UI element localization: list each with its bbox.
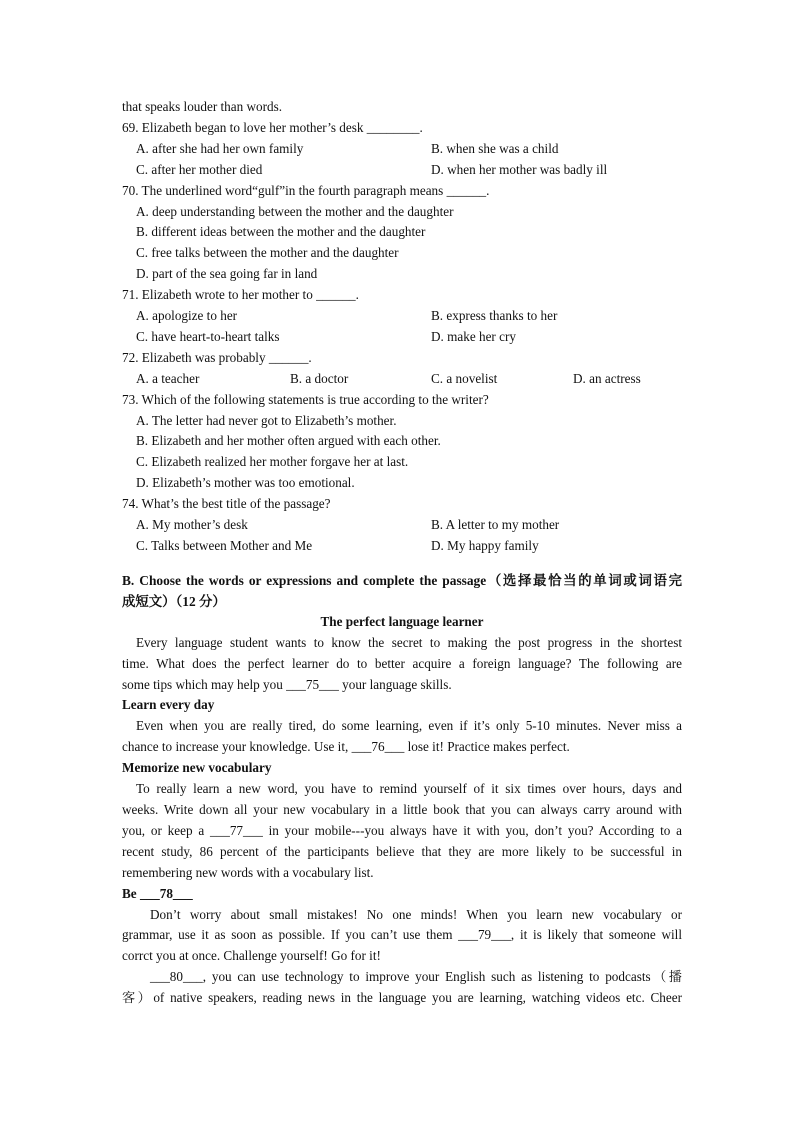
option-d: D. Elizabeth’s mother was too emotional. [136,475,355,491]
option-b: B. express thanks to her [431,308,558,324]
paragraph-line: 客）of native speakers, reading news in the language you are learning, watching videos etc. Cheer [122,990,682,1006]
option-c: C. Elizabeth realized her mother forgave her at last. [136,454,409,470]
option-c: C. after her mother died [136,161,263,177]
option-a: A. My mother’s desk [136,517,248,533]
paragraph-line: ___80___, you can use technology to improve your English such as listening to podcasts（播 [150,969,682,985]
question-69-options-row2 [122,160,682,181]
paragraph-2 [122,716,682,758]
paragraph-line: grammar, use it as soon as possible. If you can’t use them ___79___, it is likely that someone will [122,927,682,943]
option-b: B. when she was a child [431,140,559,156]
question-72-stem: 72. Elizabeth was probably ______. [122,349,312,365]
paragraph-4 [122,905,682,968]
option-a: A. deep understanding between the mother and the daughter [136,203,454,219]
paragraph-line: some tips which may help you ___75___ your language skills. [122,676,452,692]
section-b-heading-line2: 成短文）（12 分） [122,593,226,609]
paragraph-line: time. What does the perfect learner do to better acquire a foreign language? The following are [122,655,682,671]
option-a: A. apologize to her [136,308,238,324]
option-b: B. A letter to my mother [431,517,560,533]
option-d: D. make her cry [431,328,516,344]
section-b-heading-line1: B. Choose the words or expressions and complete the passage（选择最恰当的单词或词语完 [122,572,682,588]
question-69-options-row1 [122,139,682,160]
paragraph-5 [122,967,682,1009]
option-d: D. part of the sea going far in land [136,266,318,282]
paragraph-line: remembering new words with a vocabulary list. [122,864,374,880]
passage-title: The perfect language learner [320,613,484,629]
question-73-stem: 73. Which of the following statements is true according to the writer? [122,391,489,407]
paragraph-line: Don’t worry about small mistakes! No one minds! When you learn new vocabulary or [150,906,682,922]
subheading-learn-every-day: Learn every day [122,697,215,713]
option-c: C. free talks between the mother and the daughter [136,245,399,261]
paragraph-line: weeks. Write down all your new vocabulary in a little book that you can always carry around with [122,801,682,817]
paragraph-3 [122,779,682,884]
option-a: A. after she had her own family [136,140,304,156]
option-c: C. have heart-to-heart talks [136,328,280,344]
option-c: C. Talks between Mother and Me [136,537,313,553]
option-c: C. a novelist [431,370,498,386]
question-69-stem: 69. Elizabeth began to love her mother’s desk ________. [122,119,423,135]
question-74-stem: 74. What’s the best title of the passage? [122,496,331,512]
paragraph-line: Even when you are really tired, do some learning, even if it’s only 5-10 minutes. Never miss a [136,718,682,734]
question-71-options-row1 [122,306,682,327]
question-74-options-row1 [122,515,682,536]
document-content [122,97,682,1009]
paragraph-line: Every language student wants to know the secret to making the post progress in the shortest [136,634,682,650]
option-d: D. My happy family [431,537,539,553]
passage-tail: that speaks louder than words. [122,99,283,114]
option-b: B. a doctor [290,370,349,386]
section-b-heading [122,570,682,612]
subheading-memorize-vocabulary: Memorize new vocabulary [122,760,272,776]
question-71-stem: 71. Elizabeth wrote to her mother to ______. [122,287,359,303]
subheading-be-blank: Be ___78___ [122,885,193,901]
option-d: D. when her mother was badly ill [431,161,608,177]
option-d: D. an actress [573,370,641,386]
paragraph-line: you, or keep a ___77___ in your mobile---you always have it with you, don’t you? According to a [122,822,682,838]
paragraph-line: corrct you at once. Challenge yourself! Go for it! [122,948,381,964]
paragraph-line: chance to increase your knowledge. Use it, ___76___ lose it! Practice makes perfect. [122,739,570,755]
question-70-stem: 70. The underlined word“gulf”in the fourth paragraph means ______. [122,182,490,198]
option-a: A. a teacher [136,370,200,386]
option-a: A. The letter had never got to Elizabeth’s mother. [136,412,397,428]
question-72-options [122,369,682,390]
question-74-options-row2 [122,536,682,557]
option-b: B. Elizabeth and her mother often argued with each other. [136,433,441,449]
paragraph-line: To really learn a new word, you have to remind yourself of it six times over hours, days and [136,781,682,797]
paragraph-line: recent study, 86 percent of the participants believe that they are more likely to be successful in [122,843,682,859]
question-71-options-row2 [122,327,682,348]
paragraph-1 [122,633,682,696]
option-b: B. different ideas between the mother and the daughter [136,224,426,240]
